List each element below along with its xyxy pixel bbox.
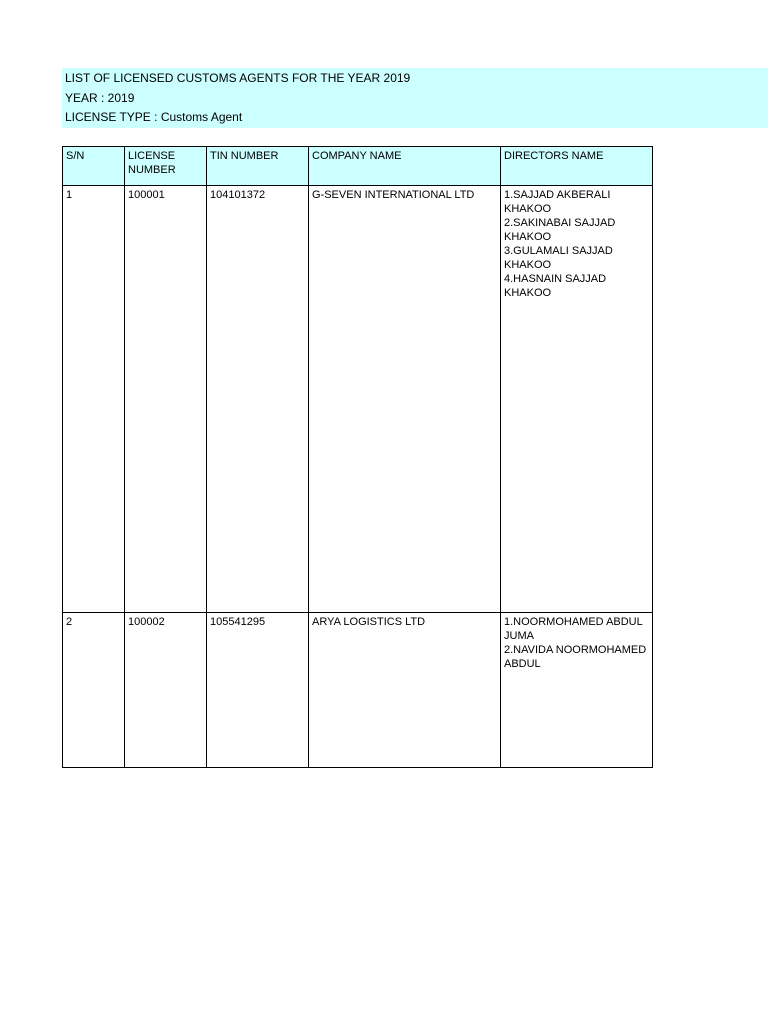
column-header-tin-number: TIN NUMBER — [207, 147, 309, 186]
cell-license-number: 100002 — [125, 613, 207, 768]
column-header-sn: S/N — [63, 147, 125, 186]
column-header-license-number: LICENSE NUMBER — [125, 147, 207, 186]
agents-table — [62, 146, 653, 768]
cell-sn: 2 — [63, 613, 125, 768]
table-row — [63, 613, 653, 768]
director-entry: 2.NAVIDA NOORMOHAMED ABDUL — [504, 644, 647, 670]
table-header-row — [63, 147, 653, 186]
cell-directors-name — [501, 613, 653, 768]
director-entry: 1.NOORMOHAMED ABDUL JUMA — [504, 616, 643, 642]
year-line: YEAR : 2019 — [65, 91, 135, 105]
cell-company-name: G-SEVEN INTERNATIONAL LTD — [309, 186, 501, 613]
cell-tin-number: 105541295 — [207, 613, 309, 768]
director-entry: 4.HASNAIN SAJJAD KHAKOO — [504, 273, 607, 299]
cell-license-number: 100001 — [125, 186, 207, 613]
document-title: LIST OF LICENSED CUSTOMS AGENTS FOR THE YEAR 2019 — [65, 71, 411, 85]
cell-tin-number: 104101372 — [207, 186, 309, 613]
director-entry: 3.GULAMALI SAJJAD KHAKOO — [504, 245, 613, 271]
document-header — [62, 68, 768, 128]
column-header-directors-name: DIRECTORS NAME — [501, 147, 653, 186]
table-row — [63, 186, 653, 613]
license-type-line: LICENSE TYPE : Customs Agent — [65, 110, 243, 124]
director-entry: 2.SAKINABAI SAJJAD KHAKOO — [504, 217, 616, 243]
cell-sn: 1 — [63, 186, 125, 613]
director-entry: 1.SAJJAD AKBERALI KHAKOO — [504, 189, 611, 215]
cell-directors-name — [501, 186, 653, 613]
column-header-company-name: COMPANY NAME — [309, 147, 501, 186]
cell-company-name: ARYA LOGISTICS LTD — [309, 613, 501, 768]
